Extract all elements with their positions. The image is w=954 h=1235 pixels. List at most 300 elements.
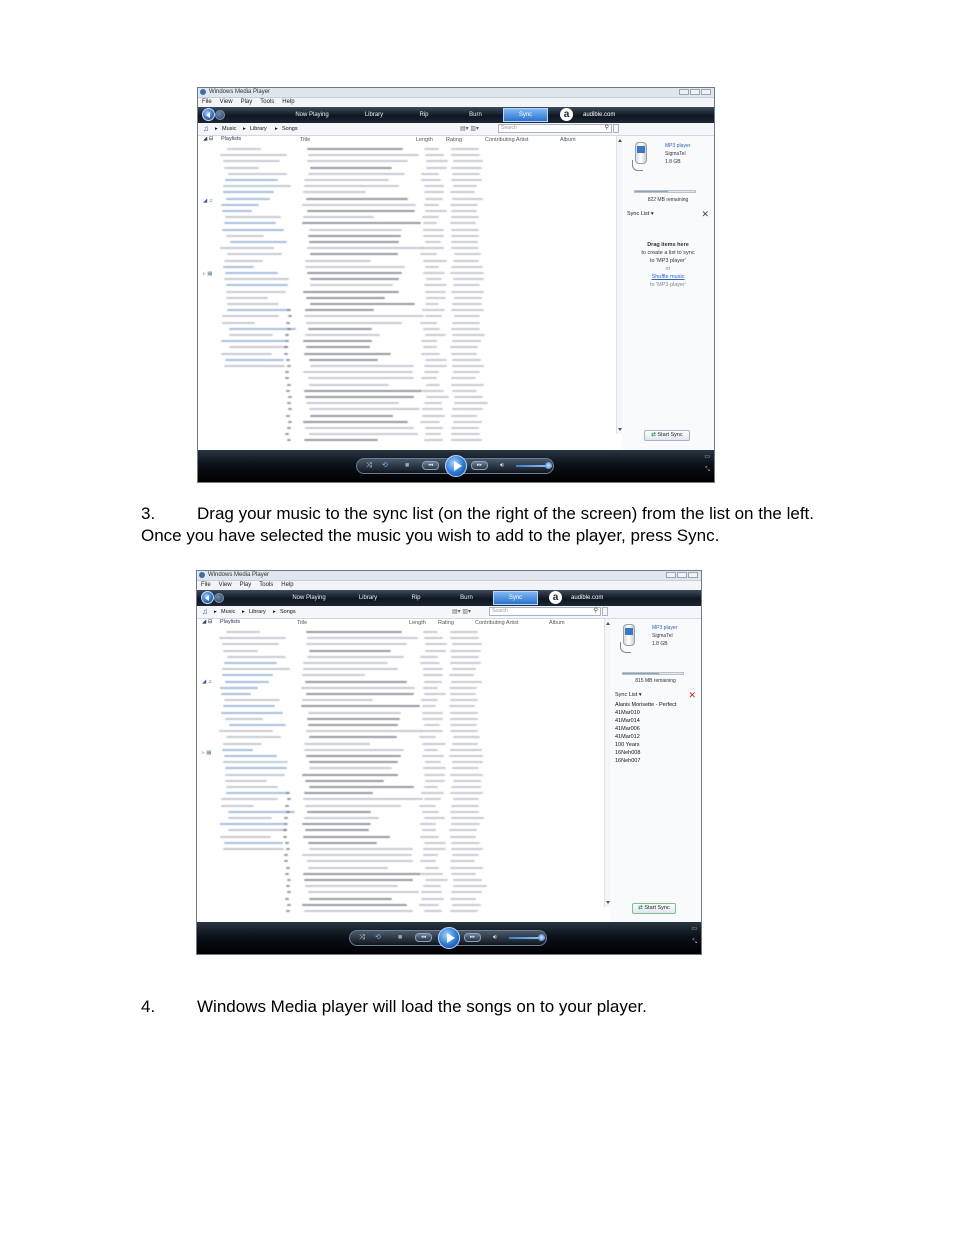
clear-list-icon[interactable]: ✕	[701, 209, 709, 219]
tree-playlists[interactable]: Playlists	[221, 136, 242, 142]
search-placeholder: Search	[492, 608, 508, 614]
col-album[interactable]: Album	[549, 620, 565, 626]
blurred-track-row	[425, 359, 448, 361]
blurred-track-row	[424, 185, 443, 187]
blurred-track-row	[227, 253, 281, 255]
blurred-track-row	[225, 767, 287, 769]
resize-grip-icon[interactable]: ⤡	[705, 467, 710, 473]
blurred-track-row	[425, 780, 445, 782]
blurred-track-row	[226, 631, 259, 633]
transport-bar	[197, 922, 701, 954]
blurred-track-row	[421, 340, 437, 342]
blurred-track-row	[453, 736, 480, 738]
blurred-track-row	[451, 291, 484, 293]
sync-list-item[interactable]: 16Neh007	[615, 758, 641, 764]
audible-logo-icon[interactable]: a	[549, 591, 562, 604]
tree-music-node-icon[interactable]: ◢ ♫	[202, 679, 212, 685]
blurred-track-row	[451, 266, 483, 268]
mp3-player-icon	[632, 140, 650, 170]
blurred-track-row	[226, 786, 278, 788]
blurred-track-row	[425, 303, 439, 305]
view-options-icon[interactable]: ▤▾ ▥▾	[460, 126, 480, 132]
maximize-icon[interactable]	[677, 572, 687, 578]
sync-list-item[interactable]: 100 Years	[615, 742, 640, 748]
blurred-track-row	[301, 705, 419, 707]
breadcrumb-library[interactable]: Library	[250, 126, 267, 132]
stop-icon[interactable]: ■	[405, 462, 410, 469]
blurred-track-row	[419, 736, 436, 738]
blurred-track-row	[422, 811, 438, 813]
close-icon[interactable]	[688, 572, 698, 578]
tab-burn[interactable]: Burn	[460, 595, 473, 601]
tab-burn[interactable]: Burn	[469, 112, 482, 118]
blurred-track-row	[426, 297, 446, 299]
blurred-track-row	[423, 631, 438, 633]
blurred-track-row	[423, 260, 447, 262]
library-list-pane	[198, 136, 624, 452]
blurred-track-row	[425, 643, 447, 645]
blurred-track-row	[224, 842, 283, 844]
col-contributing-artist[interactable]: Contributing Artist	[475, 620, 519, 626]
blurred-track-row	[451, 786, 481, 788]
address-bar	[197, 606, 701, 619]
blurred-track-row	[425, 650, 447, 652]
blurred-track-row	[288, 421, 292, 423]
col-title[interactable]: Title	[300, 137, 311, 143]
blurred-track-row	[304, 439, 379, 441]
search-input[interactable]	[498, 124, 612, 133]
blurred-track-row	[450, 718, 478, 720]
menu-file[interactable]: File	[201, 582, 211, 588]
blurred-track-row	[306, 322, 402, 324]
blurred-track-row	[222, 643, 279, 645]
tab-sync[interactable]: Sync	[493, 591, 538, 605]
storage-remaining: 815 MB remaining	[635, 678, 676, 684]
blurred-track-row	[228, 811, 295, 813]
blurred-track-row	[286, 359, 290, 361]
blurred-track-row	[309, 433, 418, 435]
blurred-track-row	[303, 216, 374, 218]
tree-video-node-icon[interactable]: ▹ ▦	[202, 750, 212, 756]
breadcrumb-arrow-icon: ▸	[214, 609, 217, 615]
blurred-track-row	[422, 390, 443, 392]
clear-list-icon[interactable]: ✕	[688, 690, 696, 700]
blurred-track-row	[421, 792, 445, 794]
device-brand: SigmaTel	[652, 633, 673, 639]
blurred-track-row	[425, 315, 442, 317]
sync-list-item[interactable]: 41Mar012	[615, 734, 640, 740]
volume-icon[interactable]: 🔉︎	[493, 934, 498, 941]
sync-list-item[interactable]: 41Mar010	[615, 710, 640, 716]
blurred-track-row	[224, 365, 285, 367]
repeat-icon[interactable]: ⟲	[382, 462, 388, 469]
col-rating[interactable]: Rating	[446, 137, 462, 143]
col-rating[interactable]: Rating	[438, 620, 454, 626]
blurred-track-row	[226, 284, 288, 286]
device-name[interactable]: MP3 player	[652, 625, 678, 631]
blurred-track-row	[451, 681, 482, 683]
breadcrumb-arrow-icon: ▸	[275, 126, 278, 132]
blurred-track-row	[450, 204, 478, 206]
start-sync-button[interactable]	[632, 903, 676, 914]
blurred-track-row	[303, 873, 421, 875]
next-icon[interactable]: ▸▸	[464, 933, 481, 942]
blurred-track-row	[451, 167, 481, 169]
sync-list-item[interactable]: 41Mar014	[615, 718, 640, 724]
menu-help[interactable]: Help	[281, 582, 294, 588]
blurred-track-row	[424, 365, 447, 367]
blurred-track-row	[450, 749, 482, 751]
blurred-track-row	[423, 222, 438, 224]
blurred-track-row	[224, 278, 289, 280]
blurred-track-row	[450, 898, 476, 900]
menu-view[interactable]: View	[219, 99, 233, 105]
blurred-track-row	[225, 681, 269, 683]
blurred-track-row	[420, 662, 439, 664]
blurred-track-row	[286, 867, 290, 869]
blurred-track-row	[307, 272, 402, 274]
blurred-track-row	[286, 885, 290, 887]
tab-rip[interactable]: Rip	[411, 595, 421, 601]
sync-list-item[interactable]: Alanis Morisette - Perfect	[615, 702, 677, 708]
blurred-track-row	[423, 848, 446, 850]
blurred-track-row	[453, 260, 479, 262]
blurred-track-row	[420, 730, 443, 732]
blurred-track-row	[454, 396, 483, 398]
window-title: Windows Media Player	[208, 572, 270, 578]
hint-line1: to create a list to sync	[641, 250, 695, 256]
blurred-track-row	[424, 786, 438, 788]
blurred-track-row	[424, 148, 439, 150]
blurred-track-row	[224, 662, 277, 664]
blurred-track-row	[305, 805, 401, 807]
menu-tools[interactable]: Tools	[260, 99, 275, 105]
blurred-track-row	[450, 222, 476, 224]
sync-list-dropdown[interactable]: Sync List ▾	[627, 211, 654, 217]
blurred-track-row	[224, 755, 277, 757]
blurred-track-row	[453, 185, 478, 187]
blurred-track-row	[225, 774, 284, 776]
blurred-track-row	[452, 904, 481, 906]
search-icon[interactable]: ⚲	[604, 125, 609, 131]
blurred-track-row	[305, 396, 414, 398]
blurred-track-row	[452, 643, 483, 645]
blurred-track-row	[309, 384, 389, 386]
sync-list-dropdown[interactable]: Sync List ▾	[615, 692, 642, 698]
wmp-app-icon	[200, 89, 206, 95]
step-number: 4.	[141, 997, 156, 1016]
blurred-track-row	[451, 427, 480, 429]
blurred-track-row	[304, 390, 422, 392]
repeat-icon[interactable]: ⟲	[375, 934, 381, 941]
blurred-track-row	[450, 724, 477, 726]
start-sync-button[interactable]	[644, 430, 690, 441]
tab-library[interactable]: Library	[364, 112, 384, 118]
blurred-track-row	[288, 315, 292, 317]
blurred-track-row	[423, 885, 442, 887]
blurred-track-row	[224, 260, 263, 262]
blurred-track-row	[225, 780, 267, 782]
previous-icon[interactable]: ◂◂	[422, 461, 439, 470]
blurred-track-row	[426, 278, 443, 280]
blurred-track-row	[424, 191, 444, 193]
volume-icon[interactable]: 🔉︎	[500, 462, 505, 469]
blurred-track-row	[224, 222, 276, 224]
tab-audible[interactable]: audible.com	[583, 112, 616, 118]
window-controls	[666, 572, 698, 578]
blurred-track-row	[450, 650, 480, 652]
blurred-track-row	[452, 334, 485, 336]
sync-list-item[interactable]: 41Mar006	[615, 726, 640, 732]
col-album[interactable]: Album	[560, 137, 576, 143]
volume-knob-icon[interactable]	[538, 934, 545, 941]
blurred-track-row	[425, 154, 444, 156]
search-input[interactable]	[489, 607, 601, 616]
hint-line2: to 'MP3 player'	[649, 258, 687, 264]
shuffle-icon[interactable]: ⤨	[359, 934, 365, 941]
blurred-track-row	[420, 836, 439, 838]
blurred-track-row	[423, 346, 437, 348]
step-number: 3.	[141, 504, 156, 523]
col-length[interactable]: Length	[416, 137, 433, 143]
blurred-track-row	[306, 402, 400, 404]
blurred-track-row	[451, 873, 476, 875]
blurred-track-row	[454, 315, 481, 317]
blurred-track-row	[307, 860, 413, 862]
search-dropdown-icon[interactable]	[613, 124, 619, 133]
switch-skin-icon[interactable]: ▭	[691, 926, 697, 932]
blurred-track-row	[305, 681, 406, 683]
shuffle-music-link[interactable]: Shuffle music	[651, 274, 685, 280]
blurred-track-row	[424, 284, 447, 286]
forward-arrow-icon[interactable]	[214, 593, 224, 603]
storage-bar-fill	[623, 673, 659, 674]
blurred-track-row	[227, 656, 286, 658]
blurred-track-row	[451, 154, 480, 156]
device-capacity: 1.8 GB	[652, 641, 668, 647]
blurred-track-row	[308, 154, 419, 156]
tree-music-node-icon[interactable]: ◢ ♫	[203, 198, 213, 204]
blurred-track-row	[453, 885, 487, 887]
blurred-track-row	[423, 674, 443, 676]
menu-tools[interactable]: Tools	[259, 582, 274, 588]
blurred-track-row	[450, 631, 478, 633]
search-icon[interactable]: ⚲	[593, 608, 598, 614]
blurred-track-row	[304, 910, 412, 912]
menu-bar	[198, 98, 714, 107]
blurred-track-row	[224, 167, 259, 169]
blurred-track-row	[287, 439, 291, 441]
blurred-track-row	[308, 891, 419, 893]
blurred-track-row	[449, 755, 483, 757]
blurred-track-row	[421, 173, 439, 175]
blurred-track-row	[452, 743, 478, 745]
blurred-track-row	[304, 185, 399, 187]
blurred-track-row	[310, 167, 392, 169]
breadcrumb-songs[interactable]: Songs	[280, 609, 296, 615]
tree-expand-icon[interactable]: ◢ ⊟	[202, 619, 213, 625]
blurred-track-row	[422, 712, 443, 714]
blurred-track-row	[422, 309, 446, 311]
blurred-track-row	[286, 792, 290, 794]
blurred-track-row	[301, 687, 415, 689]
step-4	[141, 996, 814, 1018]
breadcrumb-music[interactable]: Music	[221, 609, 236, 615]
blurred-track-row	[452, 761, 483, 763]
blurred-track-row	[303, 662, 388, 664]
blurred-track-row	[303, 371, 412, 373]
tab-library[interactable]: Library	[358, 595, 378, 601]
close-icon[interactable]	[701, 89, 711, 95]
blurred-track-row	[219, 730, 273, 732]
blurred-track-row	[421, 377, 437, 379]
tree-video-node-icon[interactable]: ▹ ▦	[203, 271, 213, 277]
blurred-track-row	[449, 705, 475, 707]
blurred-track-row	[425, 433, 441, 435]
sync-list-item[interactable]: 16Neh008	[615, 750, 641, 756]
blurred-track-row	[310, 278, 399, 280]
blurred-track-row	[451, 309, 484, 311]
menu-play[interactable]: Play	[240, 99, 253, 105]
breadcrumb-songs[interactable]: Songs	[282, 126, 298, 132]
blurred-track-row	[308, 712, 401, 714]
search-dropdown-icon[interactable]	[602, 607, 608, 616]
blurred-track-row	[286, 811, 290, 813]
blurred-track-row	[306, 755, 401, 757]
blurred-track-row	[422, 408, 443, 410]
audible-logo-icon[interactable]: a	[560, 108, 573, 121]
stop-icon[interactable]: ■	[398, 934, 403, 941]
tree-expand-icon[interactable]: ◢ ⊟	[203, 136, 214, 142]
blurred-track-row	[424, 774, 445, 776]
blurred-track-row	[303, 836, 389, 838]
device-name[interactable]: MP3 player	[665, 143, 691, 149]
blurred-track-row	[287, 328, 291, 330]
back-arrow-icon[interactable]	[201, 591, 214, 604]
tab-now-playing[interactable]: Now Playing	[292, 595, 326, 601]
breadcrumb-music[interactable]: Music	[222, 126, 237, 132]
blurred-track-row	[451, 328, 481, 330]
back-arrow-icon[interactable]	[202, 108, 215, 121]
breadcrumb-library[interactable]: Library	[249, 609, 266, 615]
blurred-track-row	[222, 674, 274, 676]
blurred-track-row	[284, 817, 288, 819]
play-icon[interactable]	[438, 927, 460, 949]
menu-play[interactable]: Play	[239, 582, 252, 588]
tab-rip[interactable]: Rip	[419, 112, 429, 118]
minimize-icon[interactable]	[679, 89, 689, 95]
view-options-icon[interactable]: ▤▾ ▥▾	[452, 609, 472, 615]
blurred-track-row	[306, 693, 414, 695]
blurred-track-row	[287, 365, 291, 367]
device-capacity: 1.8 GB	[665, 159, 681, 165]
blurred-track-row	[226, 291, 285, 293]
blurred-track-row	[310, 253, 398, 255]
volume-knob-icon[interactable]	[545, 462, 552, 469]
col-title[interactable]: Title	[297, 620, 308, 626]
blurred-track-row	[302, 674, 365, 676]
blurred-track-row	[305, 780, 384, 782]
shuffle-icon[interactable]: ⤨	[366, 462, 372, 469]
tab-now-playing[interactable]: Now Playing	[295, 112, 329, 118]
minimize-icon[interactable]	[666, 572, 676, 578]
blurred-track-row	[225, 272, 278, 274]
forward-arrow-icon[interactable]	[215, 110, 225, 120]
blurred-track-row	[423, 854, 439, 856]
blurred-track-row	[450, 836, 476, 838]
blurred-track-row	[305, 427, 413, 429]
blurred-track-row	[451, 817, 484, 819]
resize-grip-icon[interactable]: ⤡	[692, 939, 697, 945]
switch-skin-icon[interactable]: ▭	[704, 454, 710, 460]
blurred-track-row	[284, 823, 288, 825]
tree-playlists[interactable]: Playlists	[220, 619, 241, 625]
blurred-track-list	[197, 619, 611, 924]
blurred-track-row	[454, 253, 481, 255]
maximize-icon[interactable]	[690, 89, 700, 95]
blurred-track-row	[287, 891, 291, 893]
blurred-track-row	[308, 328, 372, 330]
blurred-track-row	[303, 421, 408, 423]
blurred-track-row	[306, 643, 407, 645]
blurred-track-row	[285, 377, 289, 379]
blurred-track-row	[285, 898, 289, 900]
previous-icon[interactable]: ◂◂	[415, 933, 432, 942]
blurred-track-row	[287, 402, 291, 404]
col-contributing-artist[interactable]: Contributing Artist	[485, 137, 529, 143]
blurred-track-row	[451, 384, 483, 386]
tab-sync[interactable]: Sync	[503, 108, 548, 122]
blurred-track-row	[420, 656, 438, 658]
col-length[interactable]: Length	[409, 620, 426, 626]
blurred-track-row	[453, 879, 482, 881]
blurred-track-row	[451, 805, 479, 807]
blurred-track-row	[452, 767, 479, 769]
blurred-track-row	[307, 637, 418, 639]
blurred-track-row	[229, 346, 288, 348]
hint-or: or	[665, 266, 671, 272]
play-icon[interactable]	[445, 455, 467, 477]
blurred-track-row	[454, 297, 482, 299]
menu-file[interactable]: File	[202, 99, 212, 105]
blurred-track-row	[306, 198, 407, 200]
blurred-track-row	[451, 210, 477, 212]
blurred-track-row	[310, 303, 415, 305]
blurred-track-row	[227, 303, 279, 305]
blurred-track-row	[229, 334, 272, 336]
blurred-track-row	[450, 792, 483, 794]
blurred-track-row	[452, 365, 484, 367]
blurred-track-row	[287, 384, 291, 386]
blurred-track-row	[303, 191, 366, 193]
blurred-track-row	[303, 340, 371, 342]
tab-audible[interactable]: audible.com	[571, 595, 604, 601]
blurred-track-row	[223, 761, 288, 763]
blurred-track-row	[228, 829, 287, 831]
blurred-track-row	[310, 415, 394, 417]
blurred-track-row	[423, 229, 444, 231]
next-icon[interactable]: ▸▸	[471, 461, 488, 470]
blurred-track-row	[227, 309, 288, 311]
menu-help[interactable]: Help	[282, 99, 295, 105]
blurred-track-row	[451, 353, 477, 355]
blurred-track-row	[288, 396, 292, 398]
blurred-track-row	[451, 848, 483, 850]
blurred-track-row	[221, 693, 251, 695]
blurred-track-row	[286, 390, 290, 392]
blurred-track-row	[452, 303, 482, 305]
menu-view[interactable]: View	[218, 582, 232, 588]
